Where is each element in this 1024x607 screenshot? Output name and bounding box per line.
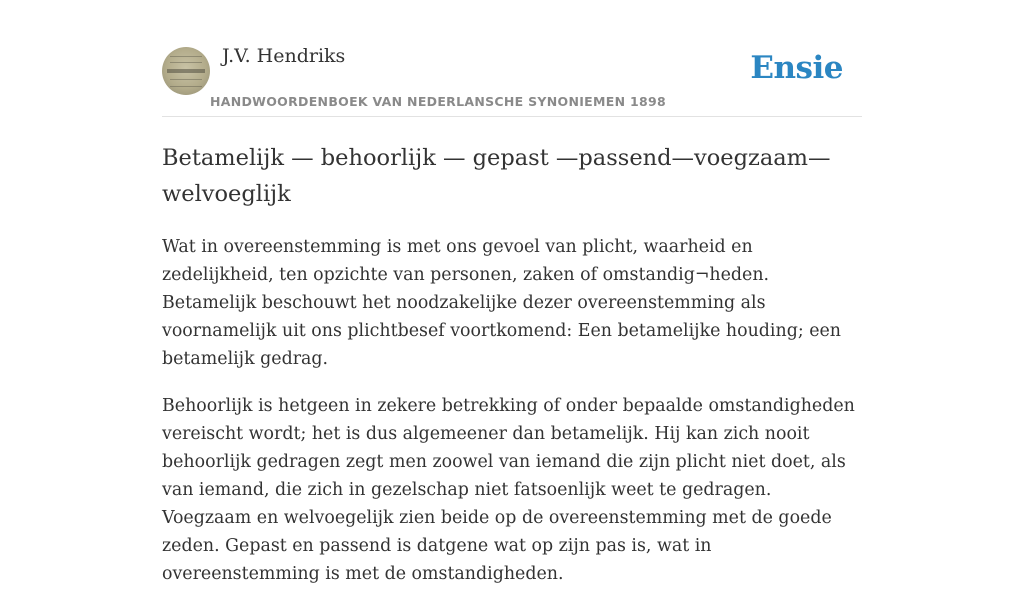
- avatar-decoration: [167, 69, 205, 73]
- article-header: [162, 0, 862, 117]
- avatar-decoration: [170, 56, 202, 57]
- ensie-logo[interactable]: Ensie: [750, 50, 843, 86]
- source-title[interactable]: HANDWOORDENBOEK VAN NEDERLANSCHE SYNONIEMEN 1898: [210, 94, 667, 109]
- avatar-decoration: [170, 86, 202, 87]
- article-paragraph: Behoorlijk is hetgeen in zekere betrekking of onder bepaalde omstandigheden vereischt wordt; het is dus algemeener dan betamelijk. Hij kan zich nooit behoorlijk gedragen zegt men zoowel van iemand die zijn plicht niet doet, als van iemand, die zich in gezelschap niet fatsoenlijk weet te gedragen. Voegzaam en welvoegelijk zien beide op de overeenstemming met de goede zeden. Gepast en passend is datgene wat op zijn pas is, wat in overeenstemming is met de omstandigheden.: [162, 396, 855, 584]
- author-name[interactable]: J.V. Hendriks: [222, 45, 346, 67]
- article-page: [162, 0, 862, 607]
- article-body: [162, 233, 862, 588]
- page-title: Betamelijk — behoorlijk — gepast —passend—voegzaam—welvoeglijk: [162, 145, 831, 207]
- avatar-decoration: [170, 79, 202, 80]
- avatar-decoration: [170, 62, 202, 63]
- article-paragraph: Wat in overeenstemming is met ons gevoel van plicht, waarheid en zedelijkheid, ten opzichte van personen, zaken of omstandig¬heden. Betamelijk beschouwt het noodzakelijke dezer overeenstemming als voornamelijk uit ons plichtbesef voortkomend: Een betamelijke houding; een betamelijk gedrag.: [162, 237, 841, 369]
- book-cover-avatar[interactable]: [162, 47, 210, 95]
